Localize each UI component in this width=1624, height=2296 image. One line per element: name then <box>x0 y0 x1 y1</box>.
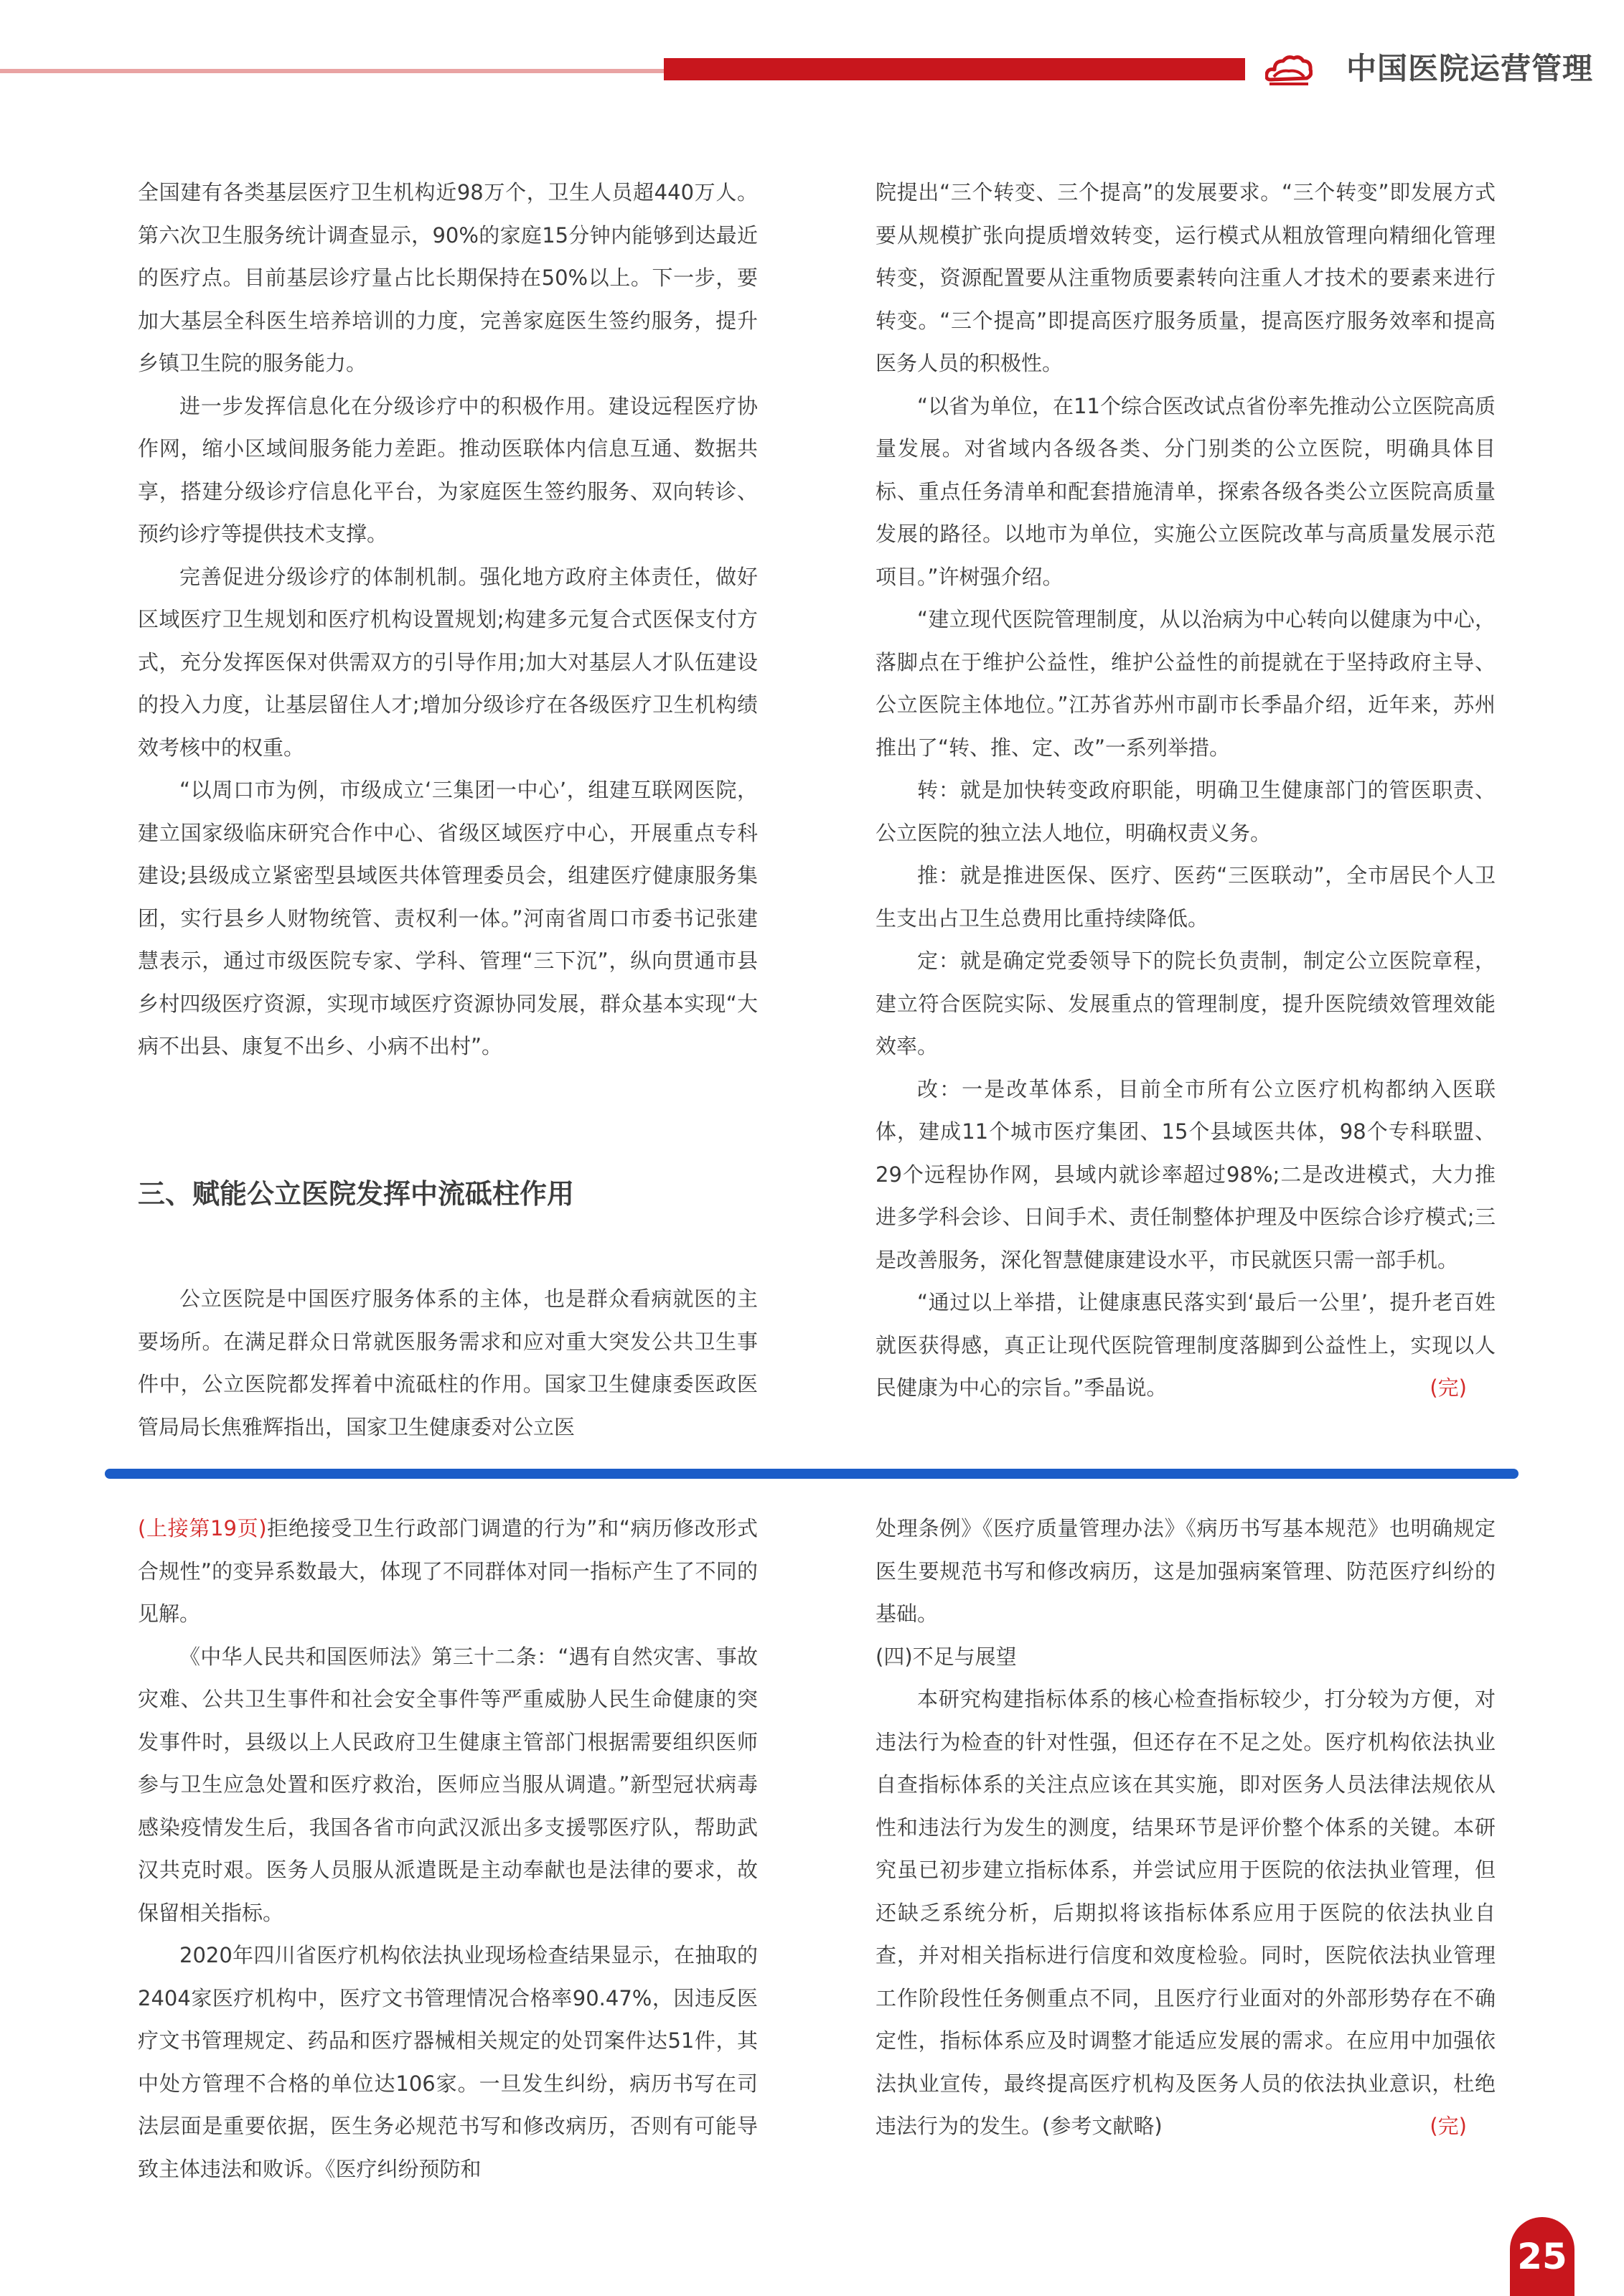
header-red-bar <box>664 58 1245 80</box>
paragraph: “以省为单位，在11个综合医改试点省份率先推动公立医院高质量发展。对省域内各级各类、分门别类的公立医院，明确具体目标、重点任务清单和配套措施清单，探索各级各类公立医院高质量发展的路径。以地市为单位，实施公立医院改革与高质量发展示范项目。”许树强介绍。 <box>876 393 1496 589</box>
end-mark: (完) <box>1430 2114 1467 2138</box>
paragraph: 完善促进分级诊疗的体制机制。强化地方政府主体责任，做好区域医疗卫生规划和医疗机构设置规划;构建多元复合式医保支付方式，充分发挥医保对供需双方的引导作用;加大对基层人才队伍建设的投入力度，让基层留住人才;增加分级诊疗在各级医疗卫生机构绩效考核中的权重。 <box>138 564 758 760</box>
paragraph: 2020年四川省医疗机构依法执业现场检查结果显示，在抽取的2404家医疗机构中，医疗文书管理情况合格率90.47%，因违反医疗文书管理规定、药品和医疗器械相关规定的处罚案件达51件，其中处方管理不合格的单位达106家。一旦发生纠纷，病历书写在司法层面是重要依据，医生务必规范书写和修改病历，否则有可能导致主体违法和败诉。《医疗纠纷预防和 <box>138 1943 758 2181</box>
continued-from-link[interactable]: (上接第19页) <box>138 1516 267 1540</box>
article2-right-column <box>876 1507 1496 2148</box>
paragraph: 定：就是确定党委领导下的院长负责制，制定公立医院章程，建立符合医院实际、发展重点的管理制度，提升医院绩效管理效能效率。 <box>876 949 1496 1058</box>
paragraph: “以周口市为例，市级成立‘三集团一中心’，组建互联网医院，建立国家级临床研究合作中心、省级区域医疗中心，开展重点专科建设;县级成立紧密型县域医共体管理委员会，组建医疗健康服务集团，实行县乡人财物统管、责权利一体。”河南省周口市委书记张建慧表示，通过市级医院专家、学科、管理“三下沉”，纵向贯通市县乡村四级医疗资源，实现市域医疗资源协同发展，群众基本实现“大病不出县、康复不出乡、小病不出村”。 <box>138 778 758 1058</box>
article2-left-column <box>138 1507 758 2191</box>
page-number: 25 <box>1510 2217 1574 2296</box>
paragraph: “建立现代医院管理制度，从以治病为中心转向以健康为中心，落脚点在于维护公益性，维护公益性的前提就在于坚持政府主导、公立医院主体地位。”江苏省苏州市副市长季晶介绍，近年来，苏州推出了“转、推、定、改”一系列举措。 <box>876 607 1496 760</box>
paragraph-text: “通过以上举措，让健康惠民落实到‘最后一公里’，提升老百姓就医获得感，真正让现代医院管理制度落脚到公益性上，实现以人民健康为中心的宗旨。”季晶说。 <box>876 1290 1496 1400</box>
paragraph: 改：一是改革体系，目前全市所有公立医疗机构都纳入医联体，建成11个城市医疗集团、15个县域医共体，98个专科联盟、29个远程协作网，县域内就诊率超过98%;二是改进模式，大力推进多学科会诊、日间手术、责任制整体护理及中医综合诊疗模式;三是改善服务，深化智慧健康建设水平，市民就医只需一部手机。 <box>876 1076 1496 1272</box>
cloud-logo-icon <box>1265 52 1313 87</box>
header-decor-line <box>0 69 664 73</box>
paragraph <box>876 1281 1496 1410</box>
paragraph: 《中华人民共和国医师法》第三十二条：“遇有自然灾害、事故灾难、公共卫生事件和社会安全事件等严重威胁人民生命健康的突发事件时，县级以上人民政府卫生健康主管部门根据需要组织医师参与卫生应急处置和医疗救治，医师应当服从调遣。”新型冠状病毒感染疫情发生后，我国各省市向武汉派出多支援鄂医疗队，帮助武汉共克时艰。医务人员服从派遣既是主动奉献也是法律的要求，故保留相关指标。 <box>138 1644 758 1925</box>
section-heading: 三、赋能公立医院发挥中流砥柱作用 <box>138 1178 575 1210</box>
paragraph: 院提出“三个转变、三个提高”的发展要求。“三个转变”即发展方式要从规模扩张向提质增效转变，运行模式从粗放管理向精细化管理转变，资源配置要从注重物质要素转向注重人才技术的要素来进行转变。“三个提高”即提高医疗服务质量，提高医疗服务效率和提高医务人员的积极性。 <box>876 180 1496 375</box>
paragraph: 全国建有各类基层医疗卫生机构近98万个，卫生人员超440万人。第六次卫生服务统计调查显示，90%的家庭15分钟内能够到达最近的医疗点。目前基层诊疗量占比长期保持在50%以上。下一步，要加大基层全科医生培养培训的力度，完善家庭医生签约服务，提升乡镇卫生院的服务能力。 <box>138 180 758 375</box>
subheading: (四)不足与展望 <box>876 1644 1017 1669</box>
article1-right-column <box>876 171 1496 1410</box>
paragraph <box>138 1507 758 1636</box>
article-divider <box>105 1469 1519 1479</box>
brand-title: 中国医院运营管理 <box>1346 51 1594 86</box>
paragraph-text: 本研究构建指标体系的核心检查指标较少，打分较为方便，对违法行为检查的针对性强，但还存在不足之处。医疗机构依法执业自查指标体系的关注点应该在其实施，即对医务人员法律法规依从性和违法行为发生的测度，结果环节是评价整个体系的关键。本研究虽已初步建立指标体系，并尝试应用于医院的依法执业管理，但还缺乏系统分析，后期拟将该指标体系应用于医院的依法执业自查，并对相关指标进行信度和效度检验。同时，医院依法执业管理工作阶段性任务侧重点不同，且医疗行业面对的外部形势存在不确定性，指标体系应及时调整才能适应发展的需求。在应用中加强依法执业宣传，最终提高医疗机构及医务人员的依法执业意识，杜绝违法行为的发生。(参考文献略) <box>876 1687 1496 2138</box>
paragraph-text: 拒绝接受卫生行政部门调遣的行为”和“病历修改形式合规性”的变异系数最大，体现了不同群体对同一指标产生了不同的见解。 <box>138 1516 758 1626</box>
paragraph: 进一步发挥信息化在分级诊疗中的积极作用。建设远程医疗协作网，缩小区域间服务能力差距。推动医联体内信息互通、数据共享，搭建分级诊疗信息化平台，为家庭医生签约服务、双向转诊、预约诊疗等提供技术支撑。 <box>138 393 758 546</box>
paragraph: 转：就是加快转变政府职能，明确卫生健康部门的管医职责、公立医院的独立法人地位，明确权责义务。 <box>876 778 1496 845</box>
paragraph: 处理条例》《医疗质量管理办法》《病历书写基本规范》也明确规定医生要规范书写和修改病历，这是加强病案管理、防范医疗纠纷的基础。 <box>876 1516 1496 1626</box>
paragraph <box>876 1678 1496 2148</box>
article1-left-bottom-column <box>138 1278 758 1449</box>
paragraph: 推：就是推进医保、医疗、医药“三医联动”，全市居民个人卫生支出占卫生总费用比重持续降低。 <box>876 863 1496 931</box>
paragraph: 公立医院是中国医疗服务体系的主体，也是群众看病就医的主要场所。在满足群众日常就医服务需求和应对重大突发公共卫生事件中，公立医院都发挥着中流砥柱的作用。国家卫生健康委医政医管局局长焦雅辉指出，国家卫生健康委对公立医 <box>138 1286 758 1439</box>
article1-left-top-column <box>138 171 758 1068</box>
end-mark: (完) <box>1430 1375 1467 1400</box>
